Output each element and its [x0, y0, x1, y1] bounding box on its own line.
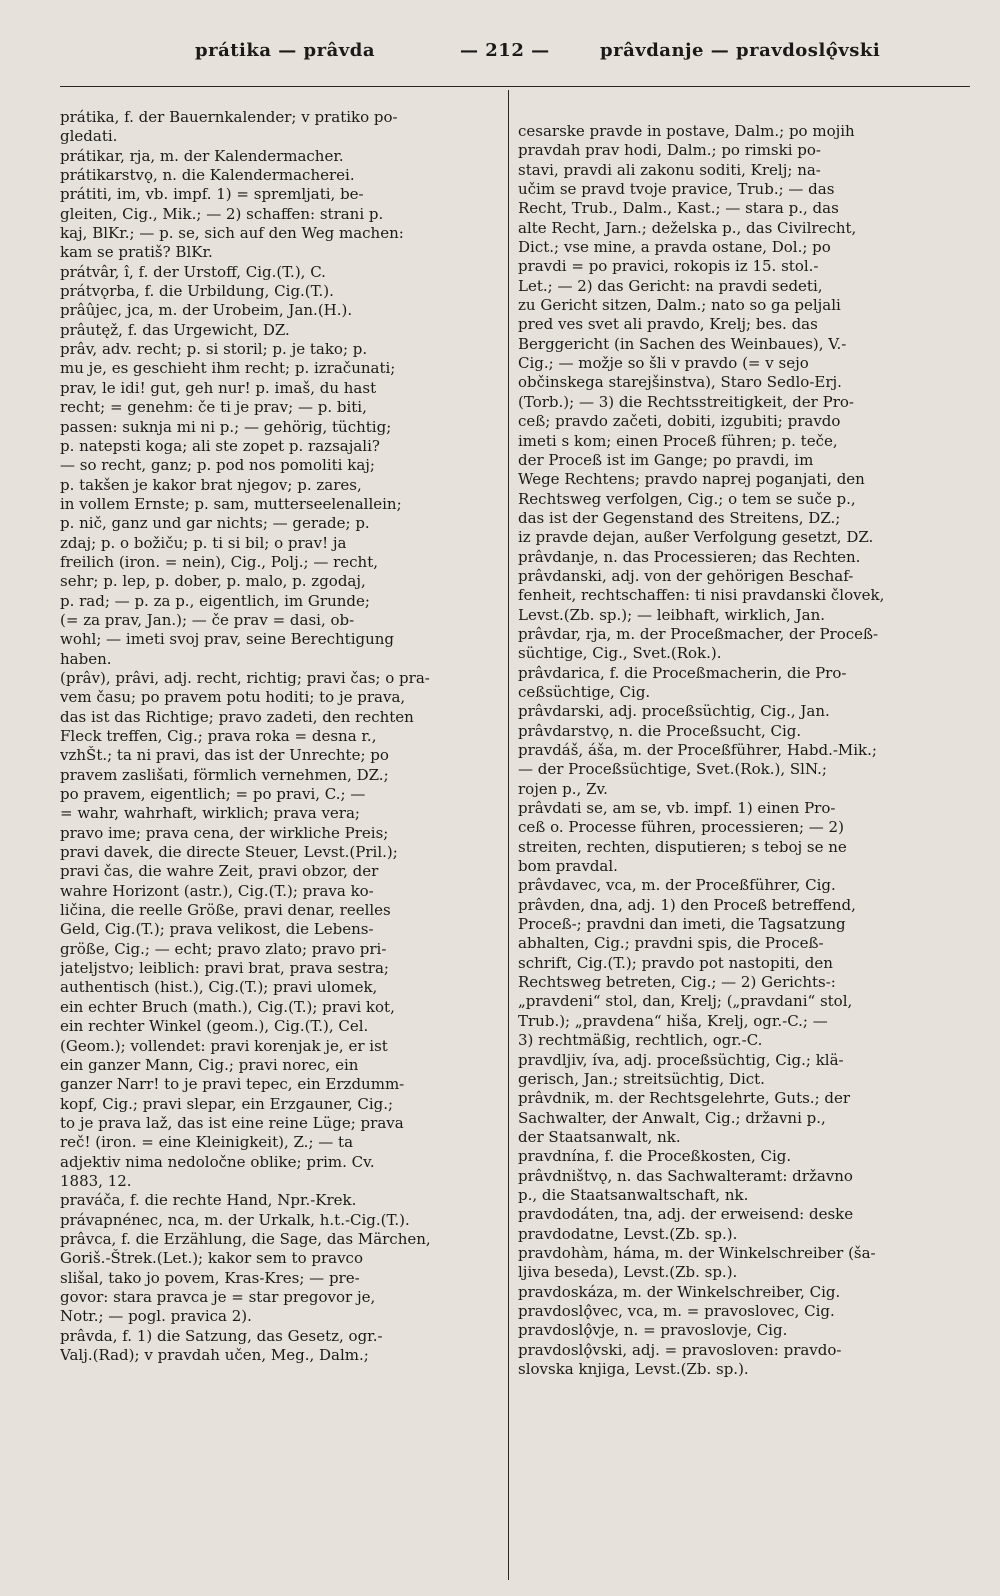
dictionary-line: cesarske pravde in postave, Dalm.; po mojih	[518, 122, 855, 140]
dictionary-line: prav, le idi! gut, geh nur! p. imaš, du hast	[60, 378, 377, 397]
column-divider	[508, 90, 509, 1580]
dictionary-line: schrift, Cig.(T.); pravdo pot nastopiti, den	[518, 953, 833, 972]
dictionary-line: bom pravdal.	[518, 857, 618, 876]
dictionary-line: ceßsüchtige, Cig.	[518, 682, 651, 701]
dictionary-line: gledati.	[60, 127, 118, 146]
dictionary-line: Recht, Trub., Dalm., Kast.; — stara p., das	[518, 199, 839, 218]
dictionary-line: „pravdeni“ stol, dan, Krelj; („pravdani“ stol,	[518, 992, 853, 1011]
dictionary-line: vem času; po pravem potu hoditi; to je prava,	[60, 688, 406, 707]
dictionary-line: to je prava laž, das ist eine reine Lüge; prava	[60, 1113, 404, 1132]
dictionary-line: prâvdnik, m. der Rechtsgelehrte, Guts.; der	[518, 1089, 851, 1108]
dictionary-line: prátvǫrba, f. die Urbildung, Cig.(T.).	[60, 282, 334, 301]
dictionary-line: prâvdarski, adj. proceßsüchtig, Cig., Jan.	[518, 702, 830, 721]
dictionary-line: ein ganzer Mann, Cig.; pravi norec, ein	[60, 1055, 359, 1074]
dictionary-line: ein rechter Winkel (geom.), Cig.(T.), Cel.	[60, 1017, 369, 1036]
dictionary-line: fenheit, rechtschaffen: ti nisi pravdanski človek,	[518, 586, 885, 605]
header-rule	[60, 86, 970, 87]
dictionary-line: rojen p., Zv.	[518, 779, 608, 798]
page-number: — 212 —	[460, 40, 550, 61]
dictionary-line: — so recht, ganz; p. pod nos pomoliti kaj;	[60, 456, 375, 475]
dictionary-line: iz pravde dejan, außer Verfolgung gesetzt, DZ.	[518, 528, 874, 547]
dictionary-line: Fleck treffen, Cig.; prava roka = desna r.,	[60, 727, 377, 745]
dictionary-line: haben.	[60, 649, 112, 668]
dictionary-line: pravdnína, f. die Proceßkosten, Cig.	[518, 1147, 792, 1166]
dictionary-line: prátiti, im, vb. impf. 1) = spremljati, be-	[60, 185, 364, 204]
dictionary-line: süchtige, Cig., Svet.(Rok.).	[518, 644, 722, 663]
dictionary-line: das ist das Richtige; pravo zadeti, den rechten	[60, 707, 414, 726]
dictionary-line: Berggericht (in Sachen des Weinbaues), V.-	[518, 334, 847, 353]
dictionary-line: pravi čas, die wahre Zeit, pravi obzor, der	[60, 862, 379, 881]
dictionary-line: p. takšen je kakor brat njegov; p. zares,	[60, 475, 362, 494]
dictionary-line: (= za prav, Jan.); — če prav = dasi, ob-	[60, 610, 355, 629]
dictionary-line: sehr; p. lep, p. dober, p. malo, p. zgodaj,	[60, 572, 366, 591]
dictionary-line: adjektiv nima nedoločne oblike; prim. Cv.	[60, 1152, 375, 1171]
running-head-right: prâvdanje — pravdoslǫ̂vski	[600, 40, 881, 61]
dictionary-line: po pravem, eigentlich; = po pravi, C.; —	[60, 785, 366, 804]
dictionary-line: pred ves svet ali pravdo, Krelj; bes. das	[518, 315, 818, 334]
left-column	[60, 108, 492, 1365]
dictionary-line: 1883, 12.	[60, 1171, 132, 1190]
dictionary-line: wohl; — imeti svoj prav, seine Berechtigung	[60, 630, 395, 649]
dictionary-line: Cig.; — možje so šli v pravdo (= v sejo	[518, 354, 809, 373]
dictionary-line: (prâv), prâvi, adj. recht, richtig; pravi čas; o pra-	[60, 668, 430, 687]
dictionary-line: prâvdati se, am se, vb. impf. 1) einen Pro-	[518, 799, 836, 818]
dictionary-line: (Geom.); vollendet: pravi korenjak je, er ist	[60, 1036, 388, 1055]
dictionary-line: gleiten, Cig., Mik.; — 2) schaffen: strani p.	[60, 204, 384, 223]
dictionary-line: Rechtsweg betreten, Cig.; — 2) Gerichts-:	[518, 973, 836, 992]
dictionary-line: ganzer Narr! to je pravi tepec, ein Erzdumm-	[60, 1075, 405, 1094]
dictionary-line: = wahr, wahrhaft, wirklich; prava vera;	[60, 804, 360, 823]
dictionary-line: ceß; pravdo začeti, dobiti, izgubiti; pravdo	[518, 412, 841, 431]
dictionary-line: govor: stara pravca je = star pregovor je,	[60, 1287, 376, 1306]
dictionary-line: prâvca, f. die Erzählung, die Sage, das Märchen,	[60, 1229, 431, 1248]
dictionary-line: Trub.); „pravdena“ hiša, Krelj, ogr.-C.; —	[518, 1011, 828, 1030]
dictionary-line: mu je, es geschieht ihm recht; p. izračunati;	[60, 359, 396, 378]
dictionary-line: pravdah prav hodi, Dalm.; po rimski po-	[518, 141, 821, 160]
dictionary-line: prâutęž, f. das Urgewicht, DZ.	[60, 320, 290, 339]
dictionary-line: streiten, rechten, disputieren; s teboj se ne	[518, 837, 847, 856]
dictionary-line: prâvdarica, f. die Proceßmacherin, die Pro-	[518, 663, 847, 682]
dictionary-line: Geld, Cig.(T.); prava velikost, die Lebens-	[60, 920, 374, 939]
dictionary-line: slovska knjiga, Levst.(Zb. sp.).	[518, 1360, 749, 1378]
dictionary-line: stavi, pravdi ali zakonu soditi, Krelj; na-	[518, 160, 821, 179]
dictionary-line: — der Proceßsüchtige, Svet.(Rok.), SlN.;	[518, 760, 827, 779]
dictionary-line: prâvdar, rja, m. der Proceßmacher, der Proceß-	[518, 624, 879, 643]
running-head-left: prátika — prâvda	[195, 40, 375, 61]
dictionary-line: abhalten, Cig.; pravdni spis, die Proceß-	[518, 934, 824, 953]
dictionary-line: pravdohàm, háma, m. der Winkelschreiber (ša-	[518, 1243, 876, 1262]
dictionary-line: p. rad; — p. za p., eigentlich, im Grunde;	[60, 591, 370, 610]
dictionary-line: prátikarstvǫ, n. die Kalendermacherei.	[60, 166, 355, 185]
dictionary-line: prâvdanski, adj. von der gehörigen Beschaf-	[518, 566, 854, 585]
dictionary-line: p. nič, ganz und gar nichts; — gerade; p.	[60, 514, 370, 533]
dictionary-line: kopf, Cig.; pravi slepar, ein Erzgauner, Cig.;	[60, 1094, 394, 1113]
dictionary-line: zu Gericht sitzen, Dalm.; nato so ga peljali	[518, 296, 841, 315]
dictionary-line: pravdi = po pravici, rokopis iz 15. stol.-	[518, 257, 819, 276]
dictionary-line: ceß o. Processe führen, processieren; — 2)	[518, 818, 844, 837]
dictionary-line: größe, Cig.; — echt; pravo zlato; pravo pri-	[60, 939, 387, 958]
dictionary-line: Wege Rechtens; pravdo naprej poganjati, den	[518, 470, 865, 489]
dictionary-line: prâvdništvǫ, n. das Sachwalteramt: državno	[518, 1166, 853, 1185]
dictionary-line: Levst.(Zb. sp.); — leibhaft, wirklich, Jan.	[518, 605, 825, 624]
dictionary-line: právapnénec, nca, m. der Urkalk, h.t.-Cig.(T.).	[60, 1210, 410, 1229]
dictionary-line: slišal, tako jo povem, Kras-Kres; — pre-	[60, 1268, 360, 1287]
dictionary-line: freilich (iron. = nein), Cig., Polj.; — recht,	[60, 552, 378, 571]
dictionary-line: pravem zaslišati, förmlich vernehmen, DZ.;	[60, 765, 389, 784]
dictionary-line: gerisch, Jan.; streitsüchtig, Dict.	[518, 1069, 765, 1088]
dictionary-line: ličina, die reelle Größe, pravi denar, reelles	[60, 901, 391, 920]
dictionary-line: pravdodáten, tna, adj. der erweisend: deske	[518, 1205, 854, 1224]
dictionary-line: prâvda, f. 1) die Satzung, das Gesetz, ogr.-	[60, 1326, 383, 1345]
dictionary-line: praváča, f. die rechte Hand, Npr.-Krek.	[60, 1191, 357, 1210]
dictionary-line: Rechtsweg verfolgen, Cig.; o tem se suče p.,	[518, 489, 856, 508]
dictionary-line: prâvdarstvǫ, n. die Proceßsucht, Cig.	[518, 721, 802, 740]
dictionary-line: wahre Horizont (astr.), Cig.(T.); prava ko-	[60, 881, 374, 900]
dictionary-line: učim se pravd tvoje pravice, Trub.; — das	[518, 180, 835, 199]
dictionary-line: zdaj; p. o božiču; p. ti si bil; o prav! ja	[60, 533, 347, 552]
dictionary-line: reč! (iron. = eine Kleinigkeit), Z.; — ta	[60, 1133, 354, 1152]
dictionary-line: Sachwalter, der Anwalt, Cig.; državni p.,	[518, 1108, 826, 1127]
dictionary-line: pravi davek, die directe Steuer, Levst.(Pril.);	[60, 843, 398, 862]
dictionary-line: der Proceß ist im Gange; po pravdi, im	[518, 450, 814, 469]
dictionary-line: jateljstvo; leiblich: pravi brat, prava sestra;	[60, 959, 389, 978]
dictionary-line: pravdljiv, íva, adj. proceßsüchtig, Cig.; klä-	[518, 1050, 844, 1069]
dictionary-line: p. natepsti koga; ali ste zopet p. razsajali?	[60, 436, 380, 455]
dictionary-line: Goriš.-Štrek.(Let.); kakor sem to pravco	[60, 1249, 363, 1268]
dictionary-line: Proceß-; pravdni dan imeti, die Tagsatzung	[518, 915, 846, 934]
dictionary-line: pravdoslǫ̂vje, n. = pravoslovje, Cig.	[518, 1321, 788, 1340]
dictionary-line: in vollem Ernste; p. sam, mutterseelenallein;	[60, 494, 402, 513]
dictionary-line: prâv, adv. recht; p. si storil; p. je tako; p.	[60, 340, 368, 359]
dictionary-line: kaj, BlKr.; — p. se, sich auf den Weg machen:	[60, 224, 404, 243]
dictionary-line: prâvden, dna, adj. 1) den Proceß betreffend,	[518, 895, 856, 914]
dictionary-line: pravo ime; prava cena, der wirkliche Preis;	[60, 823, 389, 842]
dictionary-line: pravdáš, áša, m. der Proceßführer, Habd.-Mik.;	[518, 741, 877, 759]
dictionary-line: 3) rechtmäßig, rechtlich, ogr.-C.	[518, 1031, 763, 1050]
dictionary-line: ein echter Bruch (math.), Cig.(T.); pravi kot,	[60, 997, 395, 1016]
dictionary-line: pravdoslǫ̂vec, vca, m. = pravoslovec, Cig.	[518, 1301, 835, 1320]
dictionary-line: der Staatsanwalt, nk.	[518, 1127, 681, 1146]
dictionary-line: prâvdanje, n. das Processieren; das Rechten.	[518, 547, 861, 566]
dictionary-line: prátika, f. der Bauernkalender; v pratiko po-	[60, 108, 398, 126]
dictionary-line: pravdoslǫ̂vski, adj. = pravosloven: pravdo-	[518, 1340, 842, 1359]
right-column	[518, 122, 970, 1379]
dictionary-line: prátvâr, î, f. der Urstoff, Cig.(T.), C.	[60, 262, 326, 281]
dictionary-line: prâvdavec, vca, m. der Proceßführer, Cig.	[518, 876, 836, 895]
dictionary-line: Let.; — 2) das Gericht: na pravdi sedeti,	[518, 276, 823, 295]
dictionary-line: Notr.; — pogl. pravica 2).	[60, 1307, 252, 1326]
dictionary-line: passen: suknja mi ni p.; — gehörig, tüchtig;	[60, 417, 392, 436]
dictionary-line: das ist der Gegenstand des Streitens, DZ.;	[518, 508, 841, 527]
dictionary-line: kam se pratiš? BlKr.	[60, 243, 213, 262]
dictionary-line: ljiva beseda), Levst.(Zb. sp.).	[518, 1263, 738, 1282]
dictionary-line: vzhŠt.; ta ni pravi, das ist der Unrechte; po	[60, 746, 389, 765]
dictionary-line: (Torb.); — 3) die Rechtsstreitigkeit, der Pro-	[518, 392, 854, 411]
dictionary-line: občinskega starejšinstva), Staro Sedlo-Erj.	[518, 373, 842, 392]
dictionary-line: alte Recht, Jarn.; deželska p., das Civilrecht,	[518, 218, 857, 237]
dictionary-line: p., die Staatsanwaltschaft, nk.	[518, 1185, 749, 1204]
dictionary-line: pravdodatne, Levst.(Zb. sp.).	[518, 1224, 738, 1243]
dictionary-line: Valj.(Rad); v pravdah učen, Meg., Dalm.;	[60, 1346, 369, 1364]
dictionary-line: prâûjec, jca, m. der Urobeim, Jan.(H.).	[60, 301, 353, 320]
dictionary-line: prátikar, rja, m. der Kalendermacher.	[60, 146, 344, 165]
dictionary-line: Dict.; vse mine, a pravda ostane, Dol.; po	[518, 238, 831, 257]
dictionary-line: imeti s kom; einen Proceß führen; p. teče,	[518, 431, 838, 450]
dictionary-line: recht; = genehm: če ti je prav; — p. biti,	[60, 398, 367, 417]
dictionary-line: pravdoskáza, m. der Winkelschreiber, Cig.	[518, 1282, 841, 1301]
dictionary-line: authentisch (hist.), Cig.(T.); pravi ulomek,	[60, 978, 378, 997]
